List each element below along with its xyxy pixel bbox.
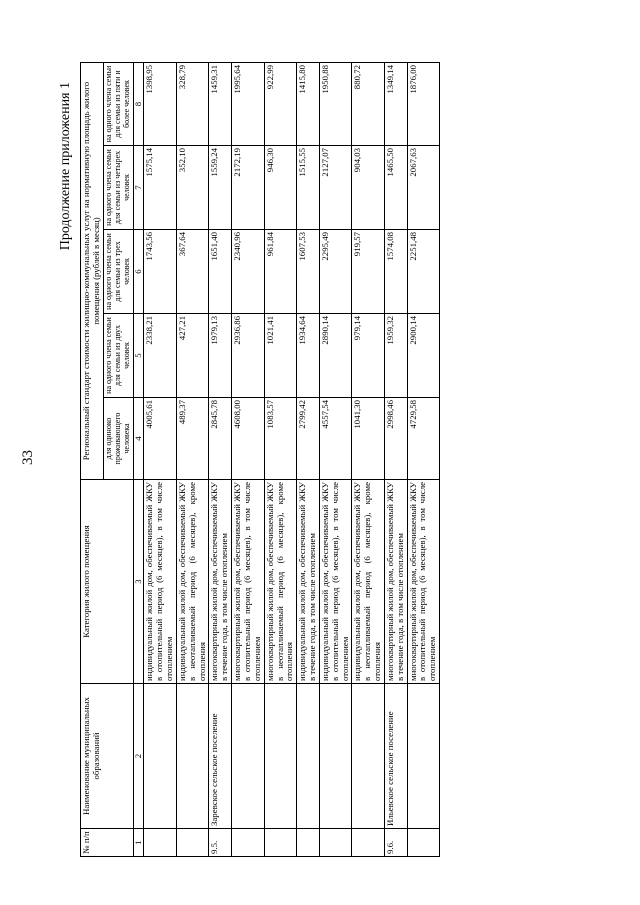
row-municipality <box>407 684 440 829</box>
row-value: 1607,53 <box>297 230 320 314</box>
row-value: 1349,14 <box>384 63 407 146</box>
row-value: 1876,00 <box>407 63 440 146</box>
row-category: индивидуальный жилой дом, обеспечиваемый ЖКУ в отопительный период (6 месяцев), в том числе отоплением <box>319 480 352 684</box>
row-municipality <box>176 684 209 829</box>
row-value: 4005,61 <box>144 398 177 480</box>
row-num <box>352 829 385 857</box>
colnum: 8 <box>133 63 144 146</box>
row-value: 1743,56 <box>144 230 177 314</box>
row-municipality <box>319 684 352 829</box>
table-row <box>319 63 352 857</box>
row-value: 919,57 <box>352 230 385 314</box>
row-municipality <box>297 684 320 829</box>
row-value: 946,30 <box>264 146 297 230</box>
row-category: многоквартирный жилой дом, обеспечиваемый ЖКУ в неотапливаемый период (6 месяцев), кроме отопления <box>264 480 297 684</box>
row-value: 2295,49 <box>319 230 352 314</box>
row-category: индивидуальный жилой дом, обеспечиваемый ЖКУ в неотапливаемый период (6 месяцев), кроме отопления <box>176 480 209 684</box>
subheader-three: на одного члена семьи для семьи из трех человек <box>103 230 133 314</box>
row-value: 922,99 <box>264 63 297 146</box>
row-num <box>176 829 209 857</box>
row-value: 1559,24 <box>209 146 232 230</box>
appendix-caption: Продолжение приложения 1 <box>58 82 73 251</box>
row-value: 1934,64 <box>297 314 320 398</box>
row-value: 1465,50 <box>384 146 407 230</box>
colnum: 7 <box>133 146 144 230</box>
tariff-table <box>80 62 440 857</box>
table-row <box>352 63 385 857</box>
row-value: 1574,08 <box>384 230 407 314</box>
row-municipality: Ильевское сельское поселение <box>384 684 407 829</box>
row-value: 1651,40 <box>209 230 232 314</box>
row-value: 2936,86 <box>232 314 265 398</box>
colnum: 6 <box>133 230 144 314</box>
header-municipality: Наименование муниципальных образований <box>81 684 134 829</box>
header-row <box>81 63 104 857</box>
header-category: Категория жилого помещения <box>81 480 134 684</box>
column-number-row <box>133 63 144 857</box>
row-value: 1575,14 <box>144 146 177 230</box>
subheader-two: на одного члена семьи для семьи из двух человек <box>103 314 133 398</box>
row-value: 1979,13 <box>209 314 232 398</box>
row-value: 2338,21 <box>144 314 177 398</box>
row-value: 904,03 <box>352 146 385 230</box>
colnum: 4 <box>133 398 144 480</box>
row-value: 2890,14 <box>319 314 352 398</box>
row-value: 1398,95 <box>144 63 177 146</box>
row-category: многоквартирный жилой дом, обеспечиваемый ЖКУ в отопительный период (6 месяцев), в том числе отоплением <box>232 480 265 684</box>
subheader-single: для одиноко проживающего человека <box>103 398 133 480</box>
row-value: 1083,57 <box>264 398 297 480</box>
subheader-five: на одного члена семьи для семьи из пяти и более человек <box>103 63 133 146</box>
row-value: 2845,78 <box>209 398 232 480</box>
row-num <box>144 829 177 857</box>
row-num <box>297 829 320 857</box>
row-value: 352,10 <box>176 146 209 230</box>
row-value: 1950,88 <box>319 63 352 146</box>
subheader-four: на одного члена семьи для семьи из четырех человек <box>103 146 133 230</box>
table-row <box>384 63 407 857</box>
row-category: индивидуальный жилой дом, обеспечиваемый ЖКУ в течение года, в том числе отоплением <box>297 480 320 684</box>
row-value: 2067,63 <box>407 146 440 230</box>
row-category: индивидуальный жилой дом, обеспечиваемый ЖКУ в неотапливаемый период (6 месяцев), кроме отопления <box>352 480 385 684</box>
row-value: 1515,55 <box>297 146 320 230</box>
row-value: 4729,58 <box>407 398 440 480</box>
row-value: 880,72 <box>352 63 385 146</box>
row-value: 2998,46 <box>384 398 407 480</box>
row-municipality <box>232 684 265 829</box>
colnum: 2 <box>133 684 144 829</box>
row-value: 961,84 <box>264 230 297 314</box>
row-num <box>232 829 265 857</box>
row-num <box>319 829 352 857</box>
page-number: 33 <box>20 450 36 465</box>
table-row <box>297 63 320 857</box>
colnum: 1 <box>133 829 144 857</box>
row-municipality: Заревское сельское поселение <box>209 684 232 829</box>
row-value: 1041,30 <box>352 398 385 480</box>
row-num <box>407 829 440 857</box>
row-category: многоквартирный жилой дом, обеспечиваемый ЖКУ в течение года, в том числе отоплением <box>209 480 232 684</box>
row-value: 1959,32 <box>384 314 407 398</box>
row-value: 367,64 <box>176 230 209 314</box>
row-category: многоквартирный жилой дом, обеспечиваемый ЖКУ в отопительный период (6 месяцев), в том числе отоплением <box>407 480 440 684</box>
row-value: 427,21 <box>176 314 209 398</box>
row-value: 489,37 <box>176 398 209 480</box>
header-standard-group: Региональный стандарт стоимости жилищно-коммунальных услуг на нормативную площадь жилого помещения (рублей в месяц) <box>81 63 104 480</box>
row-value: 328,79 <box>176 63 209 146</box>
header-num: № п/п <box>81 829 134 857</box>
row-value: 1459,31 <box>209 63 232 146</box>
table-row <box>407 63 440 857</box>
row-value: 2900,14 <box>407 314 440 398</box>
table-row <box>264 63 297 857</box>
row-value: 979,14 <box>352 314 385 398</box>
row-municipality <box>264 684 297 829</box>
row-value: 4608,00 <box>232 398 265 480</box>
table-row <box>176 63 209 857</box>
row-municipality <box>144 684 177 829</box>
row-num <box>264 829 297 857</box>
row-num: 9.5. <box>209 829 232 857</box>
row-num: 9.6. <box>384 829 407 857</box>
row-value: 2340,96 <box>232 230 265 314</box>
row-municipality <box>352 684 385 829</box>
table-row <box>209 63 232 857</box>
row-value: 2172,19 <box>232 146 265 230</box>
row-value: 2799,42 <box>297 398 320 480</box>
table-row <box>232 63 265 857</box>
row-value: 2127,07 <box>319 146 352 230</box>
row-value: 4557,54 <box>319 398 352 480</box>
row-value: 1021,41 <box>264 314 297 398</box>
row-value: 1415,80 <box>297 63 320 146</box>
colnum: 3 <box>133 480 144 684</box>
row-value: 2251,48 <box>407 230 440 314</box>
table-row <box>144 63 177 857</box>
colnum: 5 <box>133 314 144 398</box>
row-category: индивидуальный жилой дом, обеспечиваемый ЖКУ в отопительный период (6 месяцев), в том числе отоплением <box>144 480 177 684</box>
row-category: многоквартирный жилой дом, обеспечиваемый ЖКУ в течение года, в том числе отоплением <box>384 480 407 684</box>
row-value: 1995,64 <box>232 63 265 146</box>
